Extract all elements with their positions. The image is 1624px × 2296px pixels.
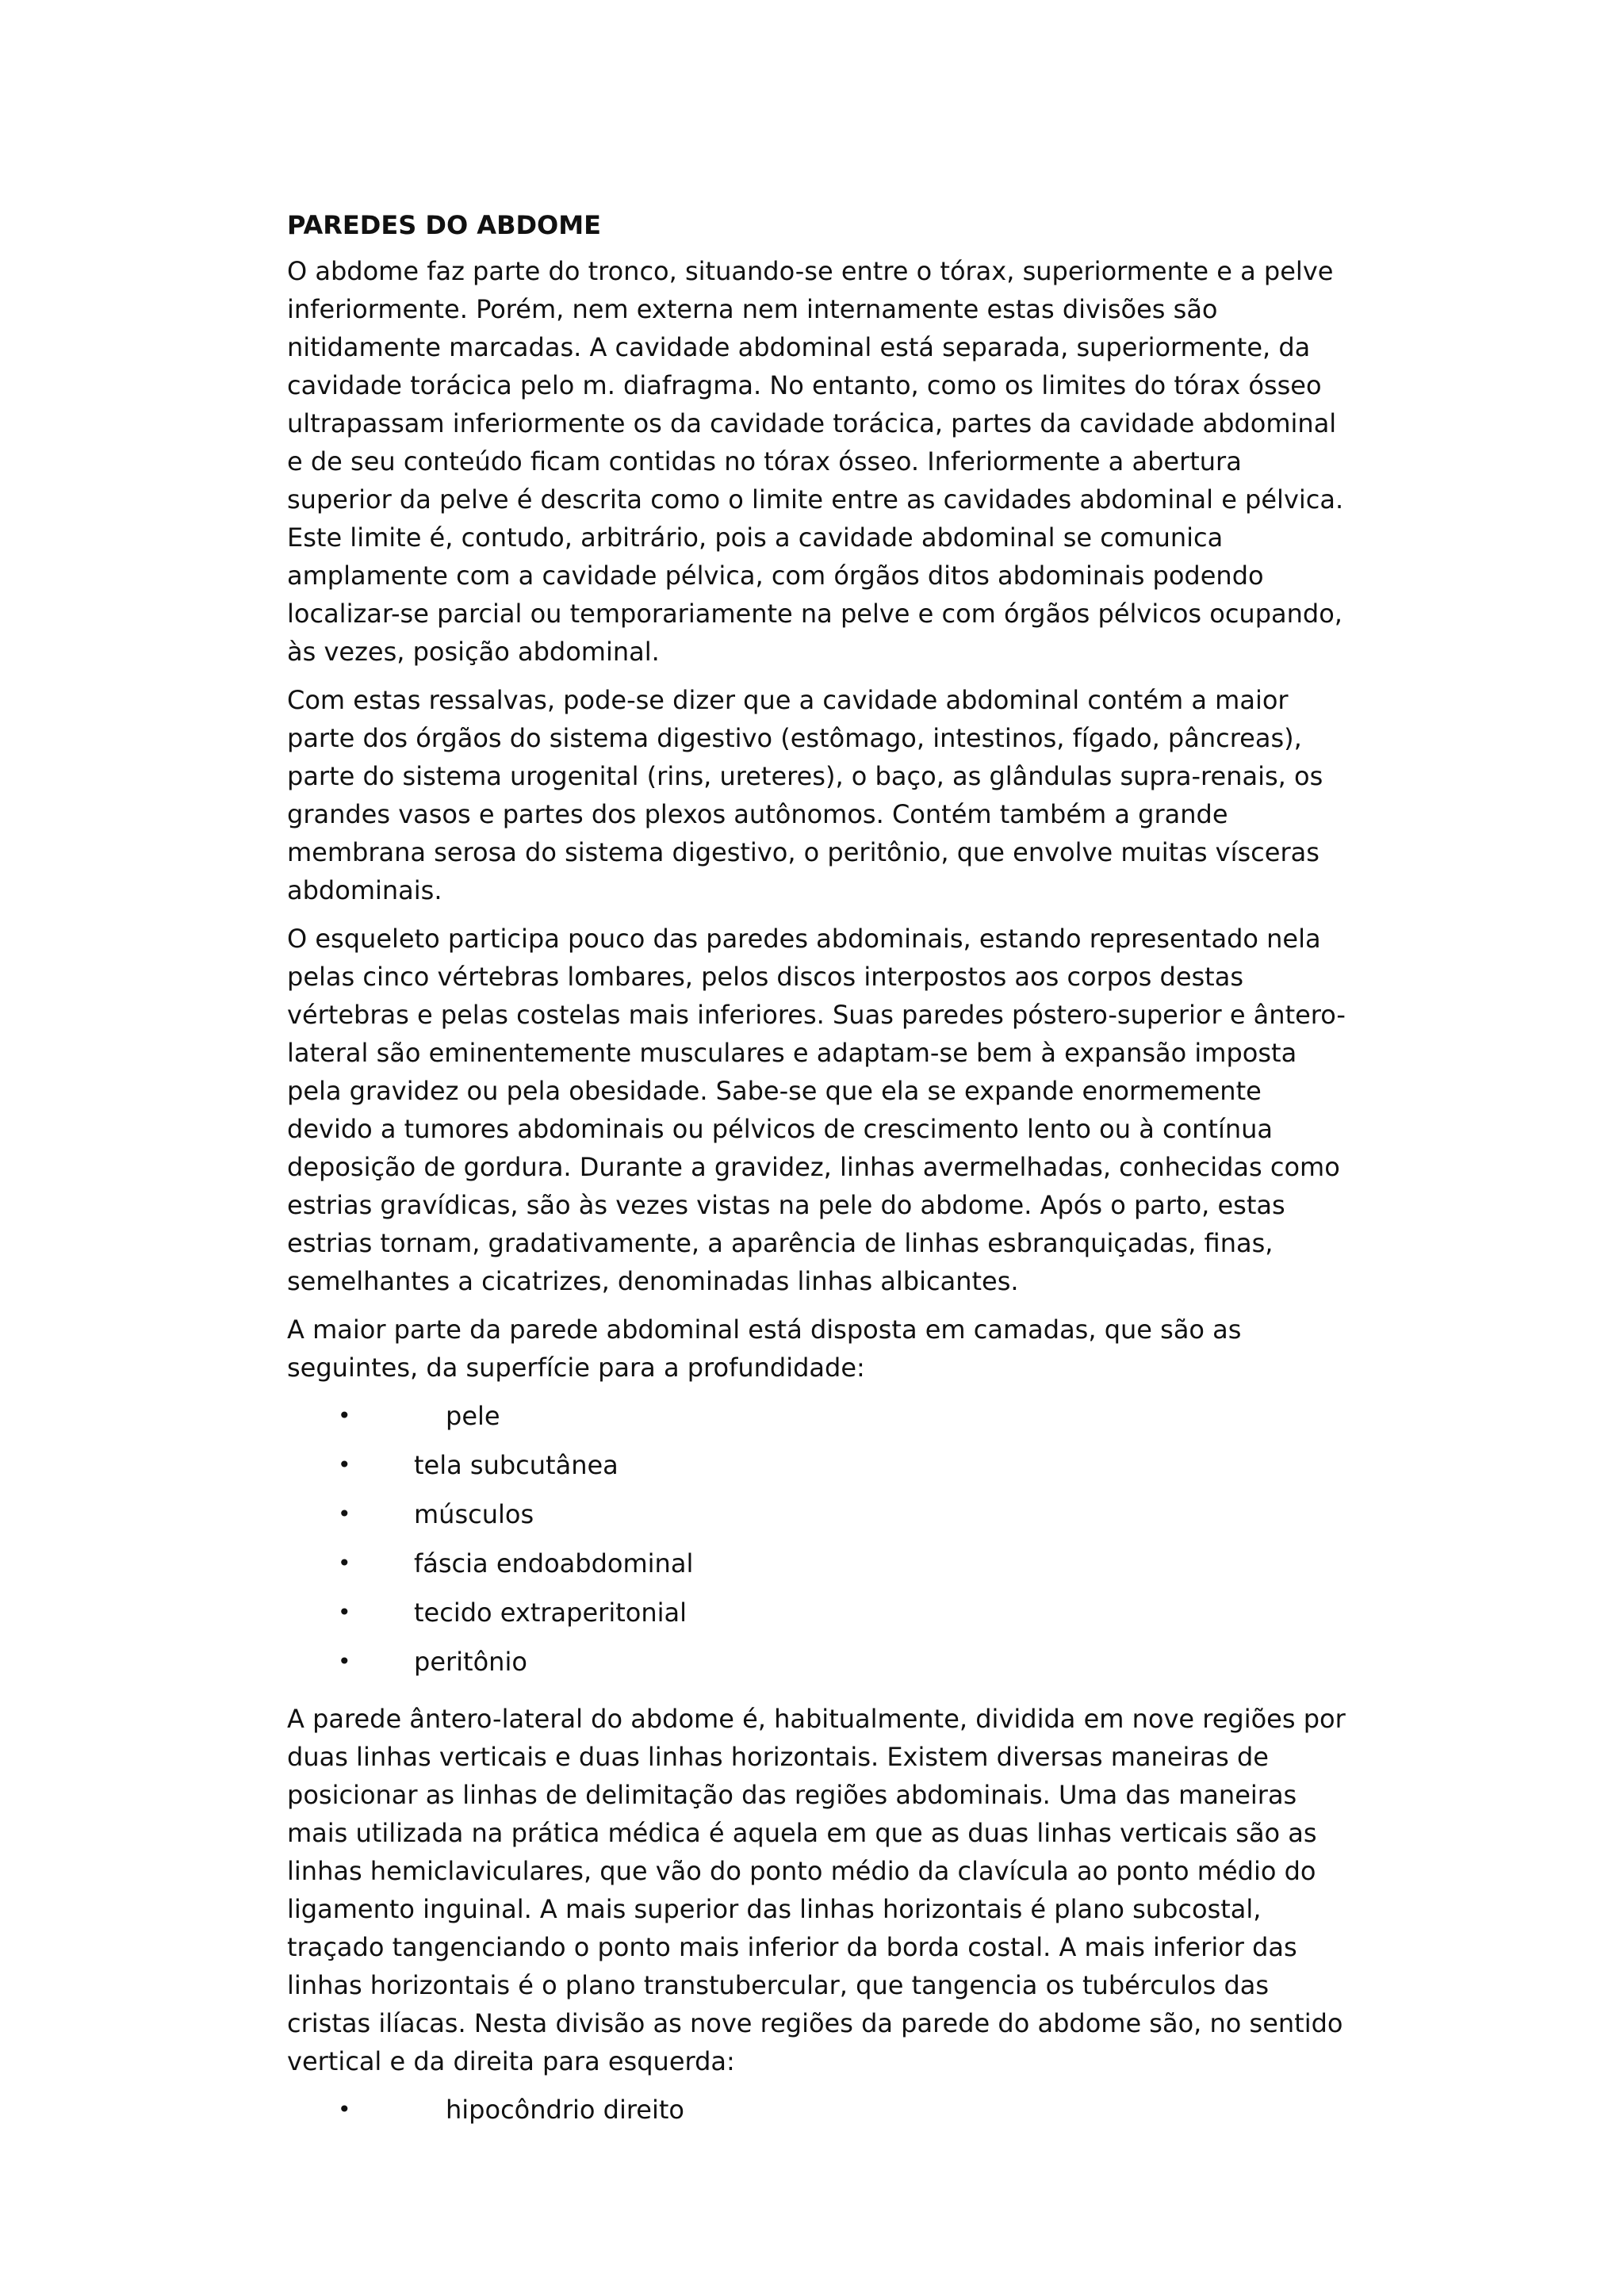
paragraph-skeleton: O esqueleto participa pouco das paredes abdominais, estando representado nela pelas cinco vértebras lombares, pelos discos interpostos aos corpos destas vértebras e pelas costelas mais inferiores. Suas paredes póstero-superior e ântero-lateral são eminentemente musculares e adaptam-se bem à expansão imposta pela gravidez ou pela obesidade. Sabe-se que ela se expande enormemente devido a tumores abdominais ou pélvicos de crescimento lento ou à contínua deposição de gordura. Durante a gravidez, linhas avermelhadas, conhecidas como estrias gravídicas, são às vezes vistas na pele do abdome. Após o parto, estas estrias tornam, gradativamente, a aparência de linhas esbranquiçadas, finas, semelhantes a cicatrizes, denominadas linhas albicantes. xyxy=(287,924,1346,1296)
list-item xyxy=(287,1446,1350,1495)
bullet-icon: • xyxy=(338,2096,351,2122)
document-title: PAREDES DO ABDOME xyxy=(287,210,601,240)
list-item xyxy=(287,1544,1350,1594)
bullet-icon: • xyxy=(338,1402,351,1429)
paragraph-layers-intro: A maior parte da parede abdominal está disposta em camadas, que são as seguintes, da superfície para a profundidade: xyxy=(287,1314,1242,1383)
paragraph-intro: O abdome faz parte do tronco, situando-se entre o tórax, superiormente e a pelve inferiormente. Porém, nem externa nem internamente estas divisões são nitidamente marcadas. A cavidade abdominal está separada, superiormente, da cavidade torácica pelo m. diafragma. No entanto, como os limites do tórax ósseo ultrapassam inferiormente os da cavidade torácica, partes da cavidade abdominal e de seu conteúdo ficam contidas no tórax ósseo. Inferiormente a abertura superior da pelve é descrita como o limite entre as cavidades abdominal e pélvica. Este limite é, contudo, arbitrário, pois a cavidade abdominal se comunica amplamente com a cavidade pélvica, com órgãos ditos abdominais podendo localizar-se parcial ou temporariamente na pelve e com órgãos pélvicos ocupando, às vezes, posição abdominal. xyxy=(287,256,1344,667)
regions-list xyxy=(287,2091,1350,2140)
paragraph-regions: A parede ântero-lateral do abdome é, habitualmente, dividida em nove regiões por duas linhas verticais e duas linhas horizontais. Existem diversas maneiras de posicionar as linhas de delimitação das regiões abdominais. Uma das maneiras mais utilizada na prática médica é aquela em que as duas linhas verticais são as linhas hemiclaviculares, que vão do ponto médio da clavícula ao ponto médio do ligamento inguinal. A mais superior das linhas horizontais é plano subcostal, traçado tangenciando o ponto mais inferior da borda costal. A mais inferior das linhas horizontais é o plano transtubercular, que tangencia os tubérculos das cristas ilíacas. Nesta divisão as nove regiões da parede do abdome são, no sentido vertical e da direita para esquerda: xyxy=(287,1704,1346,2076)
bullet-icon: • xyxy=(338,1501,351,1527)
list-item-text: hipocôndrio direito xyxy=(446,2095,684,2125)
list-item-text: peritônio xyxy=(414,1647,527,1677)
bullet-icon: • xyxy=(338,1550,351,1576)
list-item-text: fáscia endoabdominal xyxy=(414,1548,694,1578)
list-item-text: tela subcutânea xyxy=(414,1450,619,1480)
list-item xyxy=(287,1495,1350,1544)
bullet-icon: • xyxy=(338,1599,351,1625)
list-item xyxy=(287,1643,1350,1692)
list-item-text: pele xyxy=(446,1401,500,1431)
document-page xyxy=(287,206,1350,2148)
list-item-text: tecido extraperitonial xyxy=(414,1598,687,1628)
list-item-text: músculos xyxy=(414,1499,534,1529)
list-item xyxy=(287,1397,1350,1446)
list-item xyxy=(287,1594,1350,1643)
bullet-icon: • xyxy=(338,1648,351,1674)
list-item xyxy=(287,2091,1350,2140)
layers-list xyxy=(287,1397,1350,1692)
paragraph-contents: Com estas ressalvas, pode-se dizer que a cavidade abdominal contém a maior parte dos órgãos do sistema digestivo (estômago, intestinos, fígado, pâncreas), parte do sistema urogenital (rins, ureteres), o baço, as glândulas supra-renais, os grandes vasos e partes dos plexos autônomos. Contém também a grande membrana serosa do sistema digestivo, o peritônio, que envolve muitas vísceras abdominais. xyxy=(287,685,1323,905)
bullet-icon: • xyxy=(338,1452,351,1478)
